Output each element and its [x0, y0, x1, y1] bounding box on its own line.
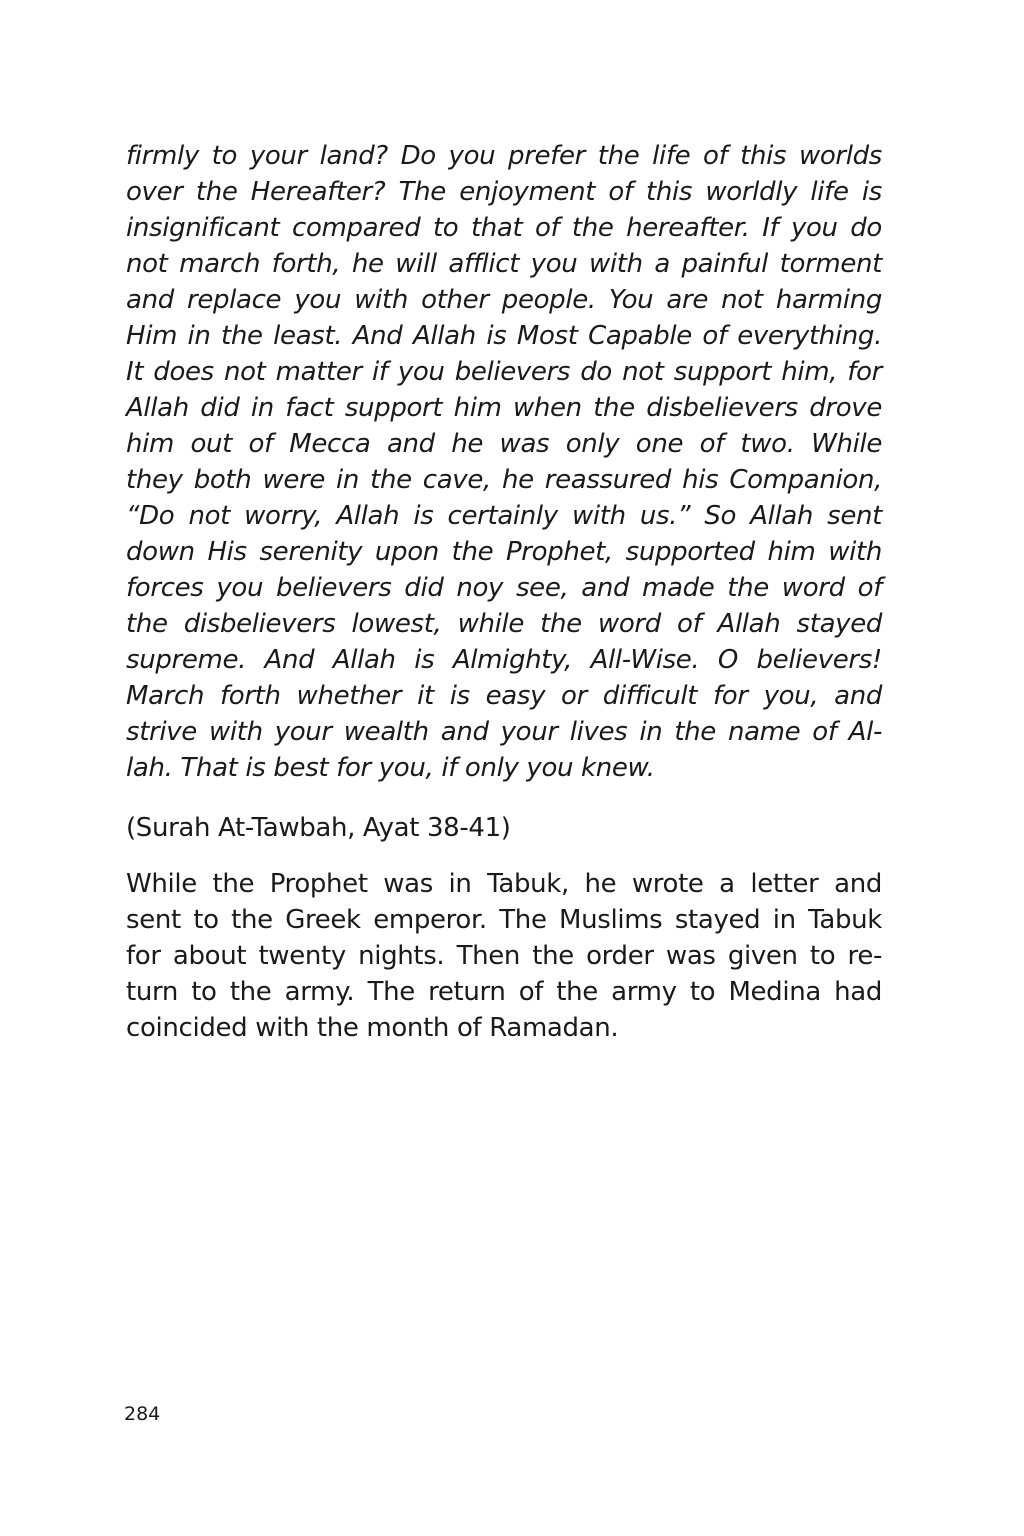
passage-line: insignificant compared to that of the hereafter. If you do: [126, 213, 882, 243]
passage-line: not march forth, he will afflict you with a painful torment: [126, 249, 882, 279]
passage-line: strive with your wealth and your lives in the name of Al-: [126, 717, 882, 747]
paragraph-line: coincided with the month of Ramadan.: [126, 1013, 619, 1043]
page-number: 284: [124, 1403, 161, 1425]
passage-line: him out of Mecca and he was only one of two. While: [126, 429, 882, 459]
passage-line: forces you believers did noy see, and made the word of: [126, 573, 882, 603]
passage-line: supreme. And Allah is Almighty, All-Wise. O believers!: [126, 645, 882, 675]
paragraph-line: sent to the Greek emperor. The Muslims stayed in Tabuk: [126, 905, 882, 935]
passage-line: down His serenity upon the Prophet, supported him with: [126, 537, 882, 567]
citation-text: (Surah At-Tawbah, Ayat 38-41): [126, 813, 511, 843]
passage-line: over the Hereafter? The enjoyment of this worldly life is: [126, 177, 882, 207]
surah-citation: [126, 810, 882, 846]
passage-line: they both were in the cave, he reassured his Companion,: [126, 465, 882, 495]
passage-line: lah. That is best for you, if only you knew.: [126, 753, 655, 783]
passage-line: Allah did in fact support him when the disbelievers drove: [126, 393, 882, 423]
quran-passage: [126, 138, 882, 786]
passage-line: the disbelievers lowest, while the word of Allah stayed: [126, 609, 882, 639]
passage-line: firmly to your land? Do you prefer the life of this worlds: [126, 141, 882, 171]
passage-line: It does not matter if you believers do not support him, for: [126, 357, 882, 387]
narrative-paragraph: [126, 866, 882, 1046]
passage-line: Him in the least. And Allah is Most Capable of everything.: [126, 321, 882, 351]
passage-line: “Do not worry, Allah is certainly with us.” So Allah sent: [126, 501, 882, 531]
paragraph-line: turn to the army. The return of the army to Medina had: [126, 977, 882, 1007]
passage-line: and replace you with other people. You are not harming: [126, 285, 882, 315]
paragraph-line: for about twenty nights. Then the order was given to re-: [126, 941, 882, 971]
paragraph-line: While the Prophet was in Tabuk, he wrote a letter and: [126, 869, 882, 899]
passage-line: March forth whether it is easy or difficult for you, and: [126, 681, 882, 711]
